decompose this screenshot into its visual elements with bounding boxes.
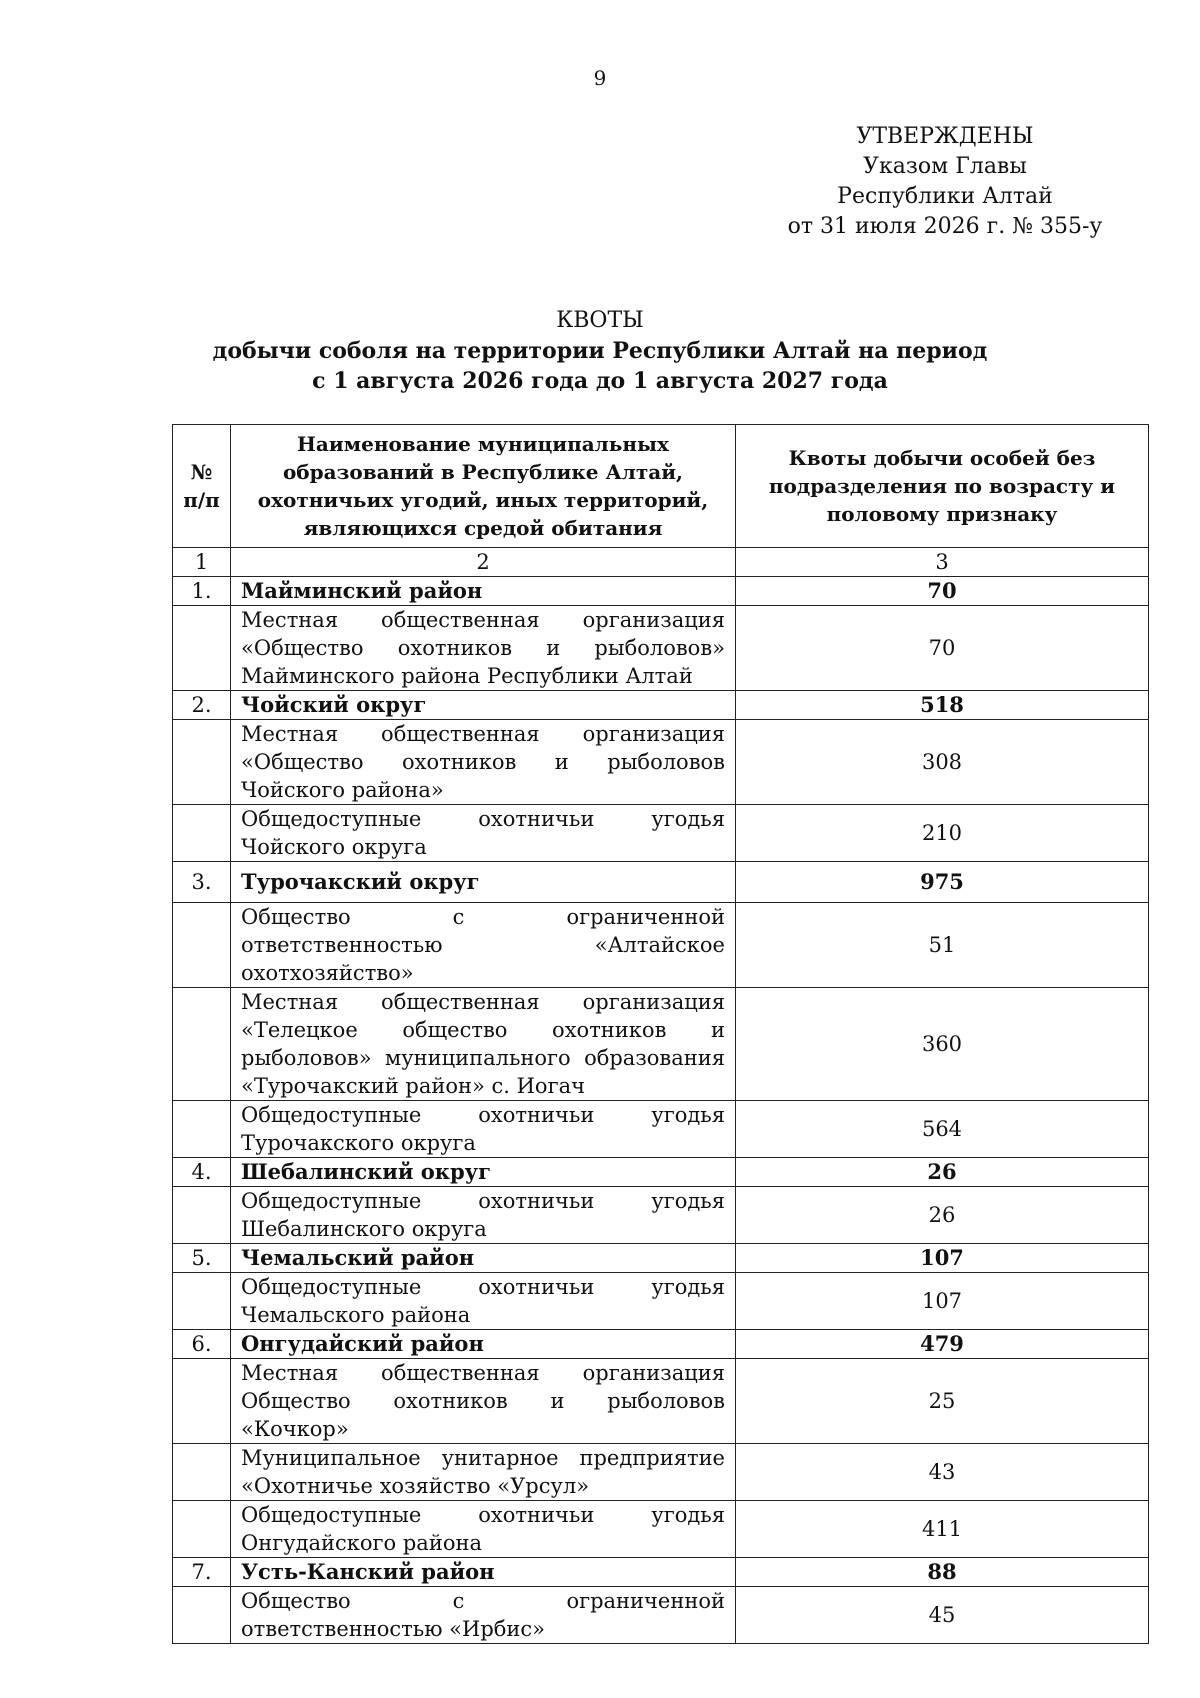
cell-num: 7. <box>173 1558 231 1587</box>
cell-num <box>173 606 231 691</box>
cell-quota: 45 <box>736 1587 1149 1644</box>
cell-num: 1. <box>173 577 231 606</box>
cell-name: Турочакский округ <box>231 862 736 903</box>
cell-num <box>173 805 231 862</box>
cell-name: Общедоступные охотничьи угодья Чемальского района <box>231 1273 736 1330</box>
column-index: 1 <box>173 548 231 577</box>
header-name: Наименование муниципальных образований в Республике Алтай, охотничьих угодий, иных территорий, являющихся средой обитания <box>231 425 736 548</box>
cell-name: Местная общественная организация «Телецкое общество охотников и рыболовов» муниципального образования «Турочакский район» с. Иогач <box>231 988 736 1101</box>
cell-quota: 564 <box>736 1101 1149 1158</box>
cell-name: Усть-Канский район <box>231 1558 736 1587</box>
cell-name: Чемальский район <box>231 1244 736 1273</box>
approval-line: от 31 июля 2026 г. № 355-у <box>787 214 1103 239</box>
cell-quota: 107 <box>736 1273 1149 1330</box>
title-line: с 1 августа 2026 года до 1 августа 2027 года <box>312 368 888 394</box>
approval-line: УТВЕРЖДЕНЫ <box>856 124 1034 149</box>
organization-row <box>173 1273 1149 1330</box>
title-line: КВОТЫ <box>556 308 644 333</box>
cell-name: Майминский район <box>231 577 736 606</box>
cell-num <box>173 903 231 988</box>
cell-num <box>173 1187 231 1244</box>
column-index: 3 <box>736 548 1149 577</box>
cell-num <box>173 1587 231 1644</box>
cell-quota: 88 <box>736 1558 1149 1587</box>
cell-name: Шебалинский округ <box>231 1158 736 1187</box>
organization-row <box>173 1444 1149 1501</box>
cell-quota: 26 <box>736 1158 1149 1187</box>
organization-row <box>173 1101 1149 1158</box>
table-header-row <box>173 425 1149 548</box>
quota-table <box>172 424 1149 1644</box>
cell-num <box>173 1444 231 1501</box>
cell-quota: 51 <box>736 903 1149 988</box>
cell-name: Общедоступные охотничьи угодья Турочакского округа <box>231 1101 736 1158</box>
cell-num <box>173 1359 231 1444</box>
district-row <box>173 691 1149 720</box>
organization-row <box>173 805 1149 862</box>
district-row <box>173 1244 1149 1273</box>
organization-row <box>173 1359 1149 1444</box>
cell-quota: 210 <box>736 805 1149 862</box>
cell-quota: 70 <box>736 577 1149 606</box>
district-row <box>173 1158 1149 1187</box>
cell-name: Онгудайский район <box>231 1330 736 1359</box>
title-line: добычи соболя на территории Республики Алтай на период <box>212 338 988 364</box>
organization-row <box>173 1501 1149 1558</box>
cell-num: 2. <box>173 691 231 720</box>
cell-quota: 975 <box>736 862 1149 903</box>
approval-line: Указом Главы <box>863 154 1027 179</box>
organization-row <box>173 1587 1149 1644</box>
cell-name: Общество с ограниченной ответственностью «Ирбис» <box>231 1587 736 1644</box>
cell-name: Общедоступные охотничьи угодья Онгудайского района <box>231 1501 736 1558</box>
cell-name: Местная общественная организация «Общество охотников и рыболовов» Майминского района Республики Алтай <box>231 606 736 691</box>
cell-num: 5. <box>173 1244 231 1273</box>
organization-row <box>173 720 1149 805</box>
organization-row <box>173 903 1149 988</box>
cell-quota: 107 <box>736 1244 1149 1273</box>
page-number: 9 <box>593 66 607 90</box>
column-index-row <box>173 548 1149 577</box>
district-row <box>173 577 1149 606</box>
cell-name: Общество с ограниченной ответственностью «Алтайское охотхозяйство» <box>231 903 736 988</box>
cell-name: Местная общественная организация Общество охотников и рыболовов «Кочкор» <box>231 1359 736 1444</box>
cell-name: Общедоступные охотничьи угодья Шебалинского округа <box>231 1187 736 1244</box>
cell-num: 6. <box>173 1330 231 1359</box>
approval-line: Республики Алтай <box>837 184 1053 209</box>
cell-name: Общедоступные охотничьи угодья Чойского округа <box>231 805 736 862</box>
district-row <box>173 1558 1149 1587</box>
cell-num <box>173 1273 231 1330</box>
header-num: № п/п <box>173 425 231 548</box>
cell-quota: 43 <box>736 1444 1149 1501</box>
cell-num: 3. <box>173 862 231 903</box>
organization-row <box>173 988 1149 1101</box>
cell-name: Муниципальное унитарное предприятие «Охотничье хозяйство «Урсул» <box>231 1444 736 1501</box>
organization-row <box>173 1187 1149 1244</box>
cell-quota: 411 <box>736 1501 1149 1558</box>
cell-num: 4. <box>173 1158 231 1187</box>
cell-name: Чойский округ <box>231 691 736 720</box>
cell-quota: 518 <box>736 691 1149 720</box>
column-index: 2 <box>231 548 736 577</box>
cell-num <box>173 720 231 805</box>
cell-quota: 25 <box>736 1359 1149 1444</box>
cell-quota: 479 <box>736 1330 1149 1359</box>
cell-quota: 360 <box>736 988 1149 1101</box>
cell-num <box>173 988 231 1101</box>
cell-num <box>173 1101 231 1158</box>
cell-name: Местная общественная организация «Общество охотников и рыболовов Чойского района» <box>231 720 736 805</box>
district-row <box>173 862 1149 903</box>
organization-row <box>173 606 1149 691</box>
cell-quota: 70 <box>736 606 1149 691</box>
cell-num <box>173 1501 231 1558</box>
approval-block <box>780 122 1110 242</box>
district-row <box>173 1330 1149 1359</box>
header-quota: Квоты добычи особей без подразделения по возрасту и половому признаку <box>736 425 1149 548</box>
document-title <box>0 306 1200 396</box>
cell-quota: 308 <box>736 720 1149 805</box>
cell-quota: 26 <box>736 1187 1149 1244</box>
